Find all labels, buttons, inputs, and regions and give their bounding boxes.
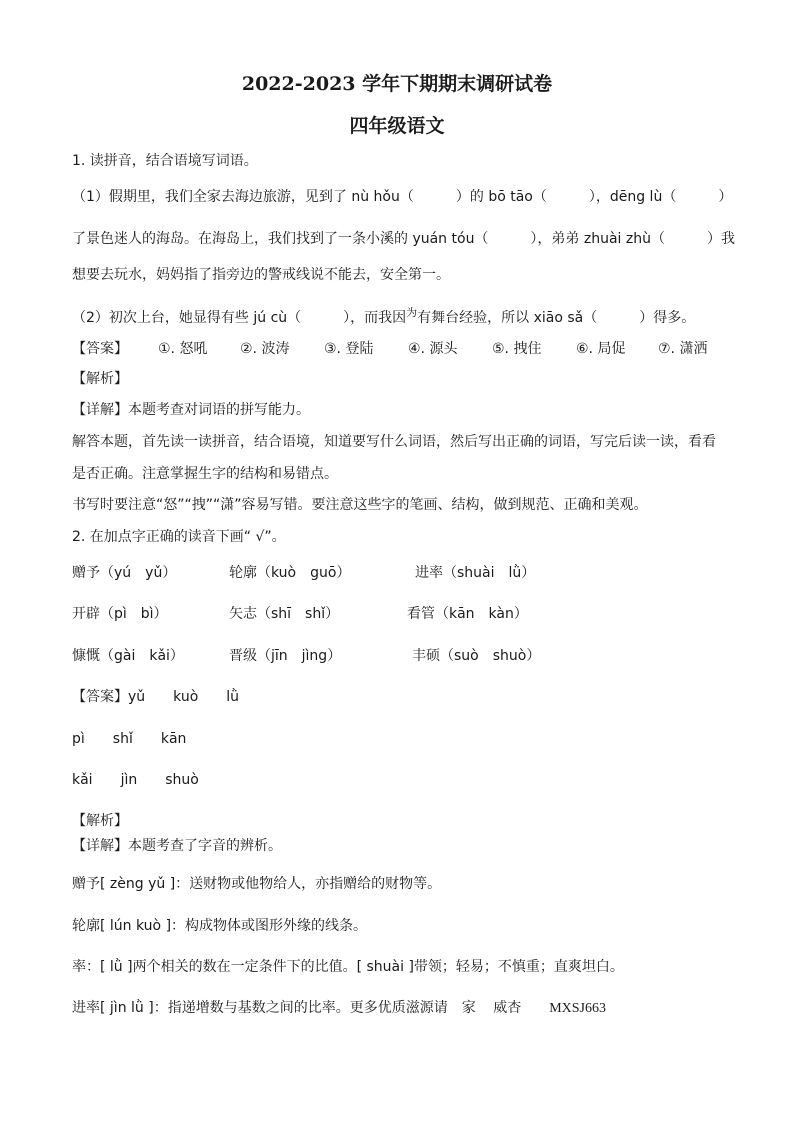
q2-item: 矢志（shī shǐ） <box>229 606 340 622</box>
q1-line4-part2: 有舞台经验，所以 xiāo sǎ（ ）得多。 <box>417 310 696 326</box>
q1-line3: 想要去玩水，妈妈指了指旁边的警戒线说不能去，安全第一。 <box>72 267 450 283</box>
q2-answer-line-3: kǎi jìn shuò <box>72 772 199 788</box>
q1-stem: 1. 读拼音，结合语境写词语。 <box>72 153 258 169</box>
q2-item: 看管（kān kàn） <box>407 606 528 622</box>
q2-row-1 <box>72 564 535 582</box>
q2-item: 进率（shuài lǜ） <box>415 565 536 581</box>
q2-answer-label: 【答案】 <box>72 689 128 705</box>
q2-answer-line-2: pì shǐ kān <box>72 731 187 747</box>
q2-answer-line-1: yǔ kuò lǜ <box>128 689 240 705</box>
q1-line4-part1: （2）初次上台，她显得有些 jú cù（ ），而我因 <box>72 310 407 326</box>
q2-row-2 <box>72 605 528 623</box>
watermark-text: 家 威杏 MXSJ663 <box>461 1001 606 1016</box>
q1-answer-2: ②. 波涛 <box>240 341 290 357</box>
q2-item: 赠予（yú yǔ） <box>72 565 177 581</box>
q2-item: 轮廓（kuò guō） <box>229 565 351 581</box>
q1-line2: 了景色迷人的海岛。在海岛上，我们找到了一条小溪的 yuán tóu（ ），弟弟 zhuài zhù（ ）我 <box>72 231 735 247</box>
page-subtitle: 四年级语文 <box>349 115 445 137</box>
q1-para2: 书写时要注意“怒”“拽”“潇”容易写错。要注意这些字的笔画、结构，做到规范、正确和美观。 <box>72 497 648 513</box>
q1-answer-6: ⑥. 局促 <box>576 341 626 357</box>
q1-answer-5: ⑤. 拽住 <box>492 341 542 357</box>
q1-detail: 【详解】本题考查对词语的拼写能力。 <box>72 402 310 418</box>
q1-answer-3: ③. 登陆 <box>324 341 374 357</box>
q2-note-1: 赠予[ zèng yǔ ]：送财物或他物给人，亦指赠给的财物等。 <box>72 876 442 892</box>
q1-line4-sup: 为 <box>406 306 418 319</box>
q1-answer-4: ④. 源头 <box>408 341 458 357</box>
q1-para1a: 解答本题，首先读一读拼音，结合语境，知道要写什么词语，然后写出正确的词语，写完后读一读，看看 <box>72 434 716 450</box>
q1-line4 <box>72 304 695 327</box>
q2-analysis-label: 【解析】 <box>72 813 128 829</box>
q2-item: 开辟（pì bì） <box>72 606 168 622</box>
q2-item: 晋级（jīn jìng） <box>229 648 342 664</box>
q2-note-3: 率：[ lǜ ]两个相关的数在一定条件下的比值。[ shuài ]带领；轻易；不慎重；直爽坦白。 <box>72 959 624 975</box>
q1-answers <box>158 340 707 358</box>
q2-note-4 <box>72 999 606 1018</box>
q2-note-4-text: 进率[ jìn lǜ ]：指递增数与基数之间的比率。更多优质滋源请 <box>72 1000 448 1016</box>
q2-item: 丰硕（suò shuò） <box>412 648 541 664</box>
q1-answer-label: 【答案】 <box>72 341 128 357</box>
q1-line1: （1）假期里，我们全家去海边旅游，见到了 nù hǒu（ ）的 bō tāo（ ），dēng lù（ ） <box>72 189 733 205</box>
q1-answer-7: ⑦. 潇洒 <box>658 341 708 357</box>
q2-stem: 2. 在加点字正确的读音下画“ √”。 <box>72 529 286 545</box>
page-title: 2022-2023 学年下期期末调研试卷 <box>241 73 553 95</box>
q1-para1b: 是否正确。注意掌握生字的结构和易错点。 <box>72 466 338 482</box>
q1-analysis-label: 【解析】 <box>72 371 128 387</box>
q2-item: 慷慨（gài kǎi） <box>72 648 184 664</box>
q2-row-3 <box>72 647 540 665</box>
q2-note-2: 轮廓[ lún kuò ]：构成物体或图形外缘的线条。 <box>72 918 368 934</box>
q1-answer-1: ①. 怒吼 <box>158 341 208 357</box>
q2-detail: 【详解】本题考查了字音的辨析。 <box>72 838 282 854</box>
